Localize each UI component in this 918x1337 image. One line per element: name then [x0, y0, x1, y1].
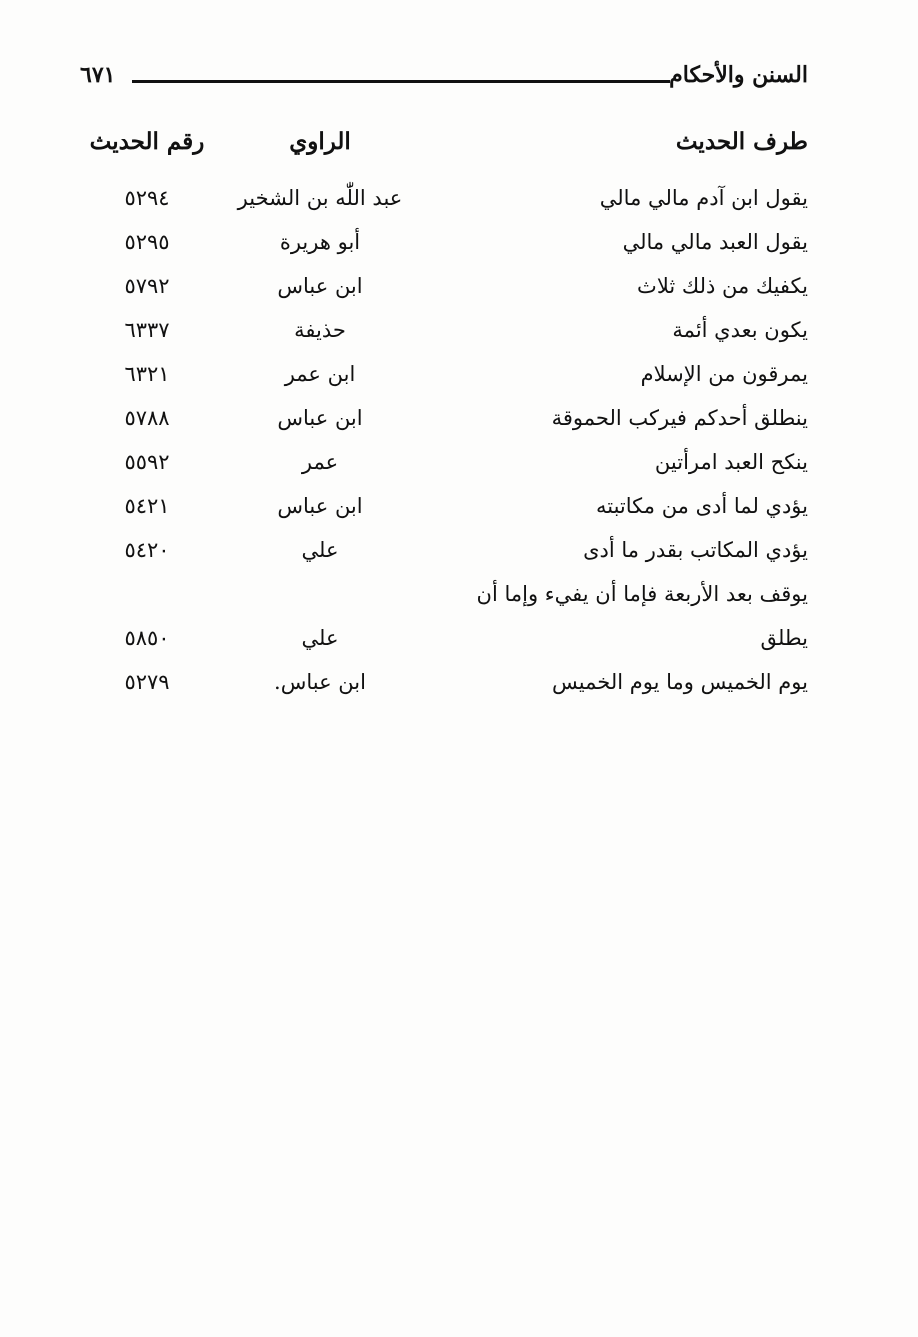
hadith-title: يكفيك من ذلك ثلاث	[637, 274, 808, 298]
hadith-title: ينكح العبد امرأتين	[654, 450, 808, 474]
running-title: السنن والأحكام	[669, 62, 808, 88]
hadith-title: يقول ابن آدم مالي مالي	[599, 186, 808, 210]
hadith-number: ٥٥٩٢	[124, 450, 170, 474]
hadith-number: ٦٣٣٧	[124, 318, 170, 342]
table-header-row	[0, 122, 918, 178]
hadith-title: يكون بعدي أئمة	[672, 318, 808, 342]
hadith-narrator: عمر	[301, 450, 339, 474]
table-row	[0, 574, 918, 618]
running-head	[80, 58, 808, 98]
hadith-number: ٥٧٩٢	[124, 274, 170, 298]
table-row	[0, 398, 918, 442]
table-row	[0, 618, 918, 662]
table-row	[0, 354, 918, 398]
hadith-narrator: حذيفة	[294, 318, 346, 342]
hadith-narrator: ابن عباس.	[274, 670, 366, 694]
column-header-narrator: الراوي	[289, 128, 351, 155]
hadith-index-table	[0, 122, 918, 706]
table-row	[0, 222, 918, 266]
hadith-number: ٥٢٩٥	[124, 230, 170, 254]
hadith-number: ٥٢٩٤	[124, 186, 170, 210]
hadith-title: يوم الخميس وما يوم الخميس	[552, 670, 808, 694]
hadith-title: ينطلق أحدكم فيركب الحموقة	[551, 406, 808, 430]
hadith-number: ٦٣٢١	[124, 362, 170, 386]
hadith-narrator: علي	[301, 538, 339, 562]
hadith-title: يؤدي لما أدى من مكاتبته	[596, 494, 808, 518]
hadith-narrator: ابن عمر	[284, 362, 356, 386]
hadith-number: ٥٤٢١	[124, 494, 170, 518]
hadith-number: ٥٨٥٠	[124, 626, 170, 650]
hadith-narrator: ابن عباس	[277, 494, 363, 518]
hadith-narrator: عبد اللّٰه بن الشخير	[237, 186, 403, 210]
column-header-number: رقم الحديث	[89, 128, 205, 155]
table-row	[0, 310, 918, 354]
hadith-number: ٥٤٢٠	[124, 538, 170, 562]
hadith-title: يمرقون من الإسلام	[640, 362, 808, 386]
table-row	[0, 178, 918, 222]
hadith-number: ٥٢٧٩	[124, 670, 170, 694]
hadith-narrator: علي	[301, 626, 339, 650]
hadith-narrator: أبو هريرة	[279, 230, 361, 254]
hadith-narrator: ابن عباس	[277, 274, 363, 298]
header-rule	[132, 80, 670, 83]
hadith-number: ٥٧٨٨	[124, 406, 170, 430]
column-header-title: طرف الحديث	[675, 128, 808, 155]
hadith-title: يطلق	[760, 626, 808, 650]
hadith-narrator: ابن عباس	[277, 406, 363, 430]
hadith-title: يؤدي المكاتب بقدر ما أدى	[583, 538, 808, 562]
page-number: ٦٧١	[80, 62, 116, 88]
table-row	[0, 266, 918, 310]
table-row	[0, 486, 918, 530]
table-row	[0, 662, 918, 706]
table-row	[0, 530, 918, 574]
hadith-title: يوقف بعد الأربعة فإما أن يفيء وإما أن	[476, 582, 808, 606]
hadith-title: يقول العبد مالي مالي	[622, 230, 808, 254]
table-row	[0, 442, 918, 486]
